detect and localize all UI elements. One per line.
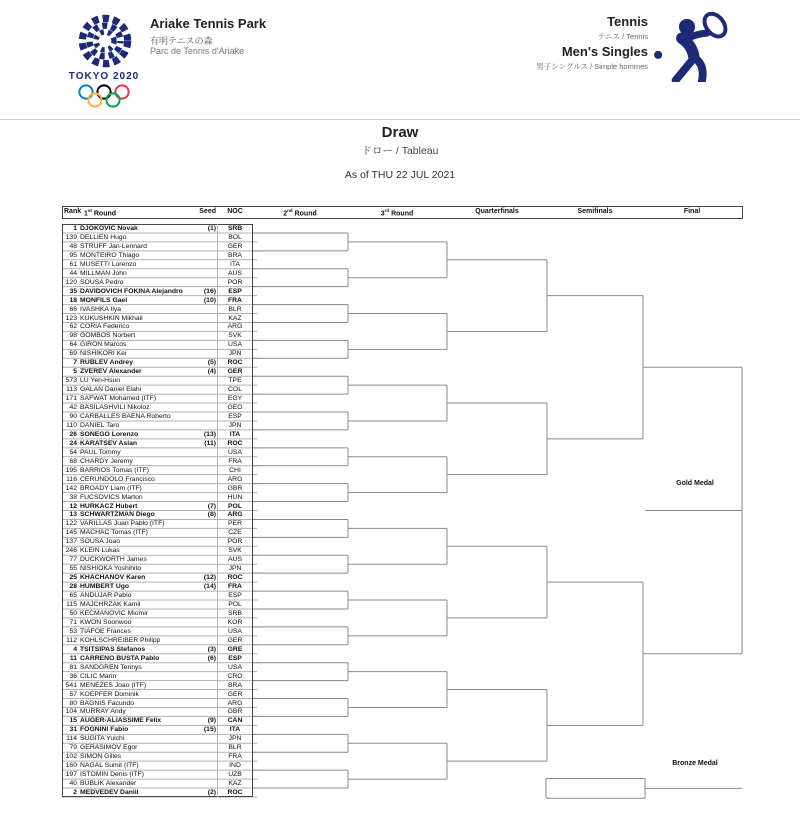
- player-rank: 40: [69, 780, 77, 788]
- player-name: CHARDY Jeremy: [80, 457, 133, 465]
- player-noc: JPN: [228, 350, 242, 358]
- draw-row: [62, 278, 253, 287]
- player-noc: FRA: [228, 583, 242, 591]
- draw-row: [62, 690, 253, 699]
- player-seed: (14): [203, 583, 216, 591]
- draw-row: [62, 770, 253, 779]
- player-rank: 35: [69, 287, 77, 295]
- draw-row: [62, 349, 253, 358]
- draw-row: [62, 725, 253, 734]
- player-rank: 116: [66, 475, 77, 483]
- player-noc: USA: [228, 627, 242, 635]
- draw-row: [62, 645, 253, 654]
- draw-row: [62, 484, 253, 493]
- draw-row: [62, 555, 253, 564]
- player-name: KHACHANOV Karen: [80, 574, 146, 582]
- player-name: SAFWAT Mohamed (ITF): [80, 395, 157, 403]
- player-name: KOEPFER Dominik: [80, 690, 139, 698]
- player-name: HURKACZ Hubert: [80, 502, 138, 510]
- player-noc: POR: [227, 538, 243, 546]
- player-noc: KAZ: [228, 780, 242, 788]
- col-header-seed: Seed: [199, 208, 216, 215]
- player-name: DJOKOVIC Novak: [80, 225, 138, 232]
- player-rank: 15: [69, 717, 77, 725]
- player-name: HUMBERT Ugo: [80, 583, 130, 591]
- player-rank: 195: [65, 466, 77, 474]
- player-noc: ITA: [229, 726, 241, 734]
- player-noc: ARG: [227, 475, 243, 483]
- player-seed: (7): [207, 502, 216, 510]
- player-rank: 139: [65, 233, 77, 241]
- draw-row: [62, 430, 253, 439]
- player-name: BASILASHVILI Nikoloz: [80, 404, 150, 412]
- player-name: GIRON Marcos: [80, 341, 127, 349]
- draw-row: [62, 537, 253, 546]
- player-seed: (11): [204, 439, 216, 447]
- player-name: MONTEIRO Thiago: [80, 251, 140, 259]
- draw-row: [62, 716, 253, 725]
- player-noc: CRO: [227, 672, 243, 680]
- player-rank: 64: [69, 341, 77, 349]
- draw-row: [62, 502, 253, 511]
- player-name: SOUSA Joao: [80, 538, 121, 546]
- player-noc: ROC: [227, 574, 243, 582]
- player-noc: ITA: [229, 260, 241, 268]
- player-noc: IND: [229, 762, 241, 770]
- player-name: STRUFF Jan-Lennard: [80, 242, 147, 250]
- player-name: DANIEL Taro: [80, 421, 120, 429]
- player-rank: 81: [69, 663, 77, 671]
- discipline-title: Men's Singles: [561, 44, 648, 59]
- draw-row: [62, 493, 253, 502]
- draw-row: [62, 681, 253, 690]
- player-noc: AUS: [228, 556, 242, 564]
- player-name: KLEIN Lukas: [80, 547, 120, 555]
- player-rank: 77: [69, 556, 77, 564]
- player-seed: (6): [207, 654, 216, 662]
- as-of-date: As of THU 22 JUL 2021: [344, 169, 456, 181]
- player-name: BROADY Liam (ITF): [80, 484, 142, 492]
- draw-row: [62, 672, 253, 681]
- player-name: MAJCHRZAK Kamil: [80, 601, 141, 609]
- player-rank: 102: [65, 753, 77, 761]
- player-noc: GER: [227, 690, 243, 698]
- player-rank: 53: [69, 627, 77, 635]
- venue-name-french: Parc de Tennis d'Ariake: [150, 46, 245, 56]
- draw-row: [62, 242, 253, 251]
- player-name: ZVEREV Alexander: [80, 368, 142, 376]
- player-rank: 11: [69, 654, 77, 662]
- player-rank: 197: [65, 771, 77, 779]
- player-noc: SRB: [228, 609, 242, 617]
- player-name: DELLIEN Hugo: [80, 233, 127, 241]
- player-seed: (1): [207, 225, 216, 232]
- player-seed: (10): [203, 296, 216, 304]
- player-noc: BRA: [228, 681, 242, 689]
- player-noc: ARG: [227, 323, 243, 331]
- player-seed: (16): [203, 287, 216, 295]
- discipline-subtitle: 男子シングルス / Simple hommes: [536, 62, 648, 71]
- player-name: SANDGREN Tennys: [80, 663, 142, 671]
- player-noc: USA: [228, 448, 242, 456]
- player-rank: 95: [69, 251, 77, 259]
- draw-row: [62, 707, 253, 716]
- player-noc: BLR: [228, 744, 242, 752]
- player-noc: POL: [228, 502, 242, 510]
- draw-row: [62, 358, 253, 367]
- player-rank: 123: [65, 314, 77, 322]
- player-noc: ESP: [228, 654, 242, 662]
- player-noc: SRB: [227, 225, 243, 232]
- player-rank: 42: [69, 404, 77, 412]
- draw-row: [62, 251, 253, 260]
- draw-row: [62, 546, 253, 555]
- player-noc: CAN: [227, 717, 243, 725]
- player-seed: (5): [207, 359, 216, 367]
- draw-row: [62, 233, 253, 242]
- player-noc: ESP: [228, 413, 242, 420]
- player-name: GOMBOS Norbert: [80, 332, 136, 340]
- player-rank: 137: [65, 538, 77, 546]
- player-rank: 24: [69, 439, 77, 447]
- player-rank: 61: [69, 260, 77, 268]
- player-name: NISHIKORI Kei: [80, 350, 127, 358]
- player-rank: 142: [65, 484, 77, 492]
- player-noc: USA: [228, 663, 242, 671]
- draw-row: [62, 788, 253, 797]
- col-header-rank: Rank: [64, 208, 82, 215]
- draw-row: [62, 761, 253, 770]
- player-noc: PER: [228, 520, 242, 528]
- player-noc: KAZ: [228, 314, 242, 322]
- page-title-sub: ドロー / Tableau: [361, 145, 439, 157]
- player-rank: 28: [69, 583, 77, 591]
- player-noc: KOR: [227, 618, 243, 626]
- player-rank: 66: [69, 305, 77, 313]
- player-rank: 5: [73, 368, 77, 376]
- player-noc: GBR: [227, 484, 243, 492]
- player-name: KWON Soonwoo: [80, 618, 132, 626]
- player-rank: 48: [69, 242, 77, 250]
- draw-row: [62, 663, 253, 672]
- player-rank: 112: [66, 636, 77, 644]
- venue-name-japanese: 有明テニスの森: [150, 36, 213, 46]
- player-name: CORIA Federico: [80, 323, 130, 331]
- draw-row: [62, 510, 253, 519]
- player-rank: 71: [69, 618, 77, 626]
- player-rank: 65: [69, 592, 77, 600]
- player-seed: (9): [207, 717, 216, 725]
- player-rank: 2: [73, 789, 77, 797]
- player-name: PAUL Tommy: [80, 448, 121, 456]
- col-header-final: Final: [683, 208, 701, 215]
- draw-row: [62, 573, 253, 582]
- draw-row: [62, 779, 253, 788]
- page-title: Draw: [381, 124, 419, 141]
- draw-row: [62, 269, 253, 278]
- player-rank: 171: [65, 395, 77, 403]
- player-noc: UZB: [228, 771, 242, 779]
- player-name: MUSETTI Lorenzo: [80, 260, 137, 268]
- player-seed: (2): [207, 789, 216, 797]
- player-noc: GER: [227, 636, 243, 644]
- gold-medal-label: Gold Medal: [676, 480, 714, 487]
- player-noc: TPE: [228, 377, 242, 385]
- player-name: FOGNINI Fabio: [80, 726, 129, 734]
- player-name: GALAN Daniel Elahi: [80, 386, 142, 394]
- player-name: TIAFOE Frances: [80, 627, 131, 635]
- draw-row: [62, 475, 253, 484]
- player-rank: 57: [69, 690, 77, 698]
- player-name: MONFILS Gael: [80, 296, 128, 304]
- player-name: CILIC Marin: [80, 672, 117, 680]
- draw-row: [62, 636, 253, 645]
- player-noc: GER: [227, 368, 243, 376]
- draw-row: [62, 439, 253, 448]
- draw-row: [62, 224, 253, 233]
- player-rank: 31: [69, 726, 77, 734]
- player-rank: 90: [69, 413, 77, 420]
- draw-row: [62, 340, 253, 349]
- player-name: RUBLEV Andrey: [80, 359, 133, 367]
- player-noc: BLR: [228, 305, 242, 313]
- draw-row: [62, 296, 253, 305]
- player-rank: 7: [73, 359, 77, 367]
- player-name: KUKUSHKIN Mikhail: [80, 314, 143, 322]
- draw-row: [62, 305, 253, 314]
- player-rank: 54: [69, 448, 77, 456]
- player-name: GERASIMOV Egor: [80, 744, 138, 752]
- draw-row: [62, 743, 253, 752]
- draw-row: [62, 627, 253, 636]
- player-rank: 160: [65, 762, 77, 770]
- player-rank: 13: [69, 511, 77, 519]
- player-noc: GBR: [227, 708, 243, 716]
- player-name: BUBLIK Alexander: [80, 780, 137, 788]
- venue-name: Ariake Tennis Park: [150, 16, 267, 31]
- player-noc: ESP: [228, 592, 242, 600]
- col-header-semifinals: Semifinals: [577, 208, 613, 215]
- player-name: MENEZES Joao (ITF): [80, 681, 147, 689]
- player-noc: ROC: [227, 439, 243, 447]
- player-name: CARRENO BUSTA Pablo: [80, 654, 160, 662]
- player-name: MACHAC Tomas (ITF): [80, 529, 148, 537]
- player-name: NAGAL Sumit (ITF): [80, 762, 139, 770]
- draw-row: [62, 385, 253, 394]
- player-noc: USA: [228, 341, 242, 349]
- draw-row: [62, 421, 253, 430]
- player-name: KARATSEV Aslan: [80, 439, 138, 447]
- player-name: BARRIOS Tomas (ITF): [80, 466, 149, 474]
- player-noc: CHI: [229, 466, 241, 474]
- player-name: MURRAY Andy: [80, 708, 126, 716]
- player-name: SCHWARTZMAN Diego: [80, 511, 155, 519]
- player-rank: 68: [69, 457, 77, 465]
- draw-row: [62, 582, 253, 591]
- player-rank: 110: [66, 421, 77, 429]
- player-noc: SVK: [228, 547, 242, 555]
- player-name: CARBALLES BAENA Roberto: [80, 413, 171, 420]
- draw-row: [62, 466, 253, 475]
- player-rank: 113: [66, 386, 77, 394]
- draw-row: [62, 564, 253, 573]
- draw-row: [62, 457, 253, 466]
- player-rank: 246: [65, 547, 77, 555]
- player-noc: ROC: [227, 789, 243, 797]
- player-rank: 145: [65, 529, 77, 537]
- player-seed: (3): [207, 645, 216, 653]
- player-noc: FRA: [228, 457, 242, 465]
- player-rank: 80: [69, 699, 77, 707]
- draw-row: [62, 322, 253, 331]
- player-noc: ITA: [229, 430, 241, 438]
- player-rank: 12: [69, 502, 77, 510]
- player-rank: 122: [65, 520, 77, 528]
- draw-row: [62, 314, 253, 323]
- draw-row: [62, 412, 253, 421]
- player-rank: 38: [69, 493, 77, 501]
- player-noc: JPN: [228, 421, 242, 429]
- player-name: SUGITA Yuichi: [80, 735, 125, 743]
- player-name: NISHIOKA Yoshihito: [80, 565, 142, 573]
- draw-row: [62, 448, 253, 457]
- tokyo2020-wordmark: TOKYO 2020: [68, 71, 140, 82]
- draw-row: [62, 699, 253, 708]
- player-rank: 114: [66, 735, 77, 743]
- draw-row: [62, 528, 253, 537]
- player-name: SIMON Gilles: [80, 753, 122, 761]
- draw-row: [62, 609, 253, 618]
- player-name: KOHLSCHREIBER Philipp: [80, 636, 161, 644]
- player-rank: 115: [66, 601, 77, 609]
- player-name: BAGNIS Facundo: [80, 699, 135, 707]
- player-name: LU Yen-Hsun: [80, 377, 121, 385]
- player-name: FUCSOVICS Marton: [80, 493, 143, 501]
- player-noc: EGY: [227, 395, 243, 403]
- player-rank: 18: [69, 296, 77, 304]
- player-noc: GER: [227, 242, 243, 250]
- col-header-1st-round: 1st Round: [84, 208, 117, 218]
- player-seed: (13): [203, 430, 216, 438]
- player-name: DAVIDOVICH FOKINA Alejandro: [80, 287, 183, 295]
- player-noc: BRA: [228, 251, 242, 259]
- sport-title: Tennis: [607, 14, 648, 29]
- draw-row: [62, 752, 253, 761]
- player-name: TSITSIPAS Stefanos: [80, 645, 146, 653]
- player-rank: 44: [69, 269, 77, 277]
- player-rank: 79: [69, 744, 77, 752]
- player-noc: FRA: [228, 753, 242, 761]
- player-name: DUCKWORTH James: [80, 556, 147, 564]
- col-header-2nd-round: 2nd Round: [283, 208, 317, 218]
- draw-row: [62, 367, 253, 376]
- player-noc: JPN: [228, 735, 242, 743]
- player-name: AUGER-ALIASSIME Felix: [80, 717, 162, 725]
- player-rank: 36: [69, 672, 77, 680]
- player-noc: GRE: [227, 645, 243, 653]
- player-rank: 25: [69, 574, 77, 582]
- player-rank: 98: [69, 332, 77, 340]
- sport-subtitle: テニス / Tennis: [597, 32, 648, 41]
- player-noc: POL: [228, 601, 242, 609]
- draw-row: [62, 600, 253, 609]
- player-name: MEDVEDEV Daniil: [80, 789, 139, 797]
- player-rank: 26: [69, 430, 77, 438]
- draw-row: [62, 287, 253, 296]
- draw-row: [62, 618, 253, 627]
- draw-row: [62, 591, 253, 600]
- draw-row: [62, 260, 253, 269]
- draw-row: [62, 403, 253, 412]
- player-name: ANDUJAR Pablo: [80, 592, 132, 600]
- player-noc: HUN: [227, 493, 243, 501]
- player-noc: AUS: [228, 269, 242, 277]
- player-noc: CZE: [228, 529, 242, 537]
- player-noc: ARG: [227, 511, 243, 519]
- draw-row: [62, 376, 253, 385]
- draw-row: [62, 654, 253, 663]
- bronze-medal-label: Bronze Medal: [672, 760, 718, 767]
- draw-row: [62, 394, 253, 403]
- player-name: SONEGO Lorenzo: [80, 430, 139, 438]
- player-noc: POR: [227, 278, 243, 286]
- player-noc: SVK: [228, 332, 242, 340]
- player-seed: (8): [207, 511, 216, 519]
- player-rank: 55: [69, 565, 77, 573]
- player-noc: JPN: [228, 565, 242, 573]
- player-noc: FRA: [228, 296, 242, 304]
- player-noc: ROC: [227, 359, 243, 367]
- player-rank: 69: [69, 350, 77, 358]
- player-name: SOUSA Pedro: [80, 278, 124, 286]
- player-noc: ESP: [228, 287, 242, 295]
- player-rank: 50: [69, 609, 77, 617]
- player-noc: ARG: [227, 699, 243, 707]
- draw-row: [62, 331, 253, 340]
- col-header-quarterfinals: Quarterfinals: [475, 208, 519, 215]
- player-rank: 104: [65, 708, 77, 716]
- player-noc: COL: [228, 386, 242, 394]
- player-noc: GEO: [227, 404, 243, 412]
- draw-row: [62, 734, 253, 743]
- player-rank: 120: [65, 278, 77, 286]
- player-name: ISTOMIN Denis (ITF): [80, 771, 145, 779]
- player-rank: 541: [65, 681, 77, 689]
- player-name: KECMANOVIC Miomir: [80, 609, 148, 617]
- player-rank: 1: [73, 225, 77, 232]
- col-header-3rd-round: 3rd Round: [380, 208, 414, 218]
- player-seed: (15): [203, 726, 216, 734]
- player-name: CERUNDOLO Francisco: [80, 475, 155, 483]
- player-noc: BOL: [228, 233, 242, 241]
- player-rank: 4: [73, 645, 77, 653]
- player-name: VARILLAS Juan Pablo (ITF): [80, 520, 165, 528]
- player-seed: (12): [203, 574, 216, 582]
- player-seed: (4): [207, 368, 216, 376]
- col-header-noc: NOC: [227, 208, 243, 215]
- player-rank: 573: [65, 377, 77, 385]
- player-rank: 62: [69, 323, 77, 331]
- draw-row: [62, 519, 253, 528]
- player-name: IVASHKA Ilya: [80, 305, 122, 313]
- player-name: MILLMAN John: [80, 269, 127, 277]
